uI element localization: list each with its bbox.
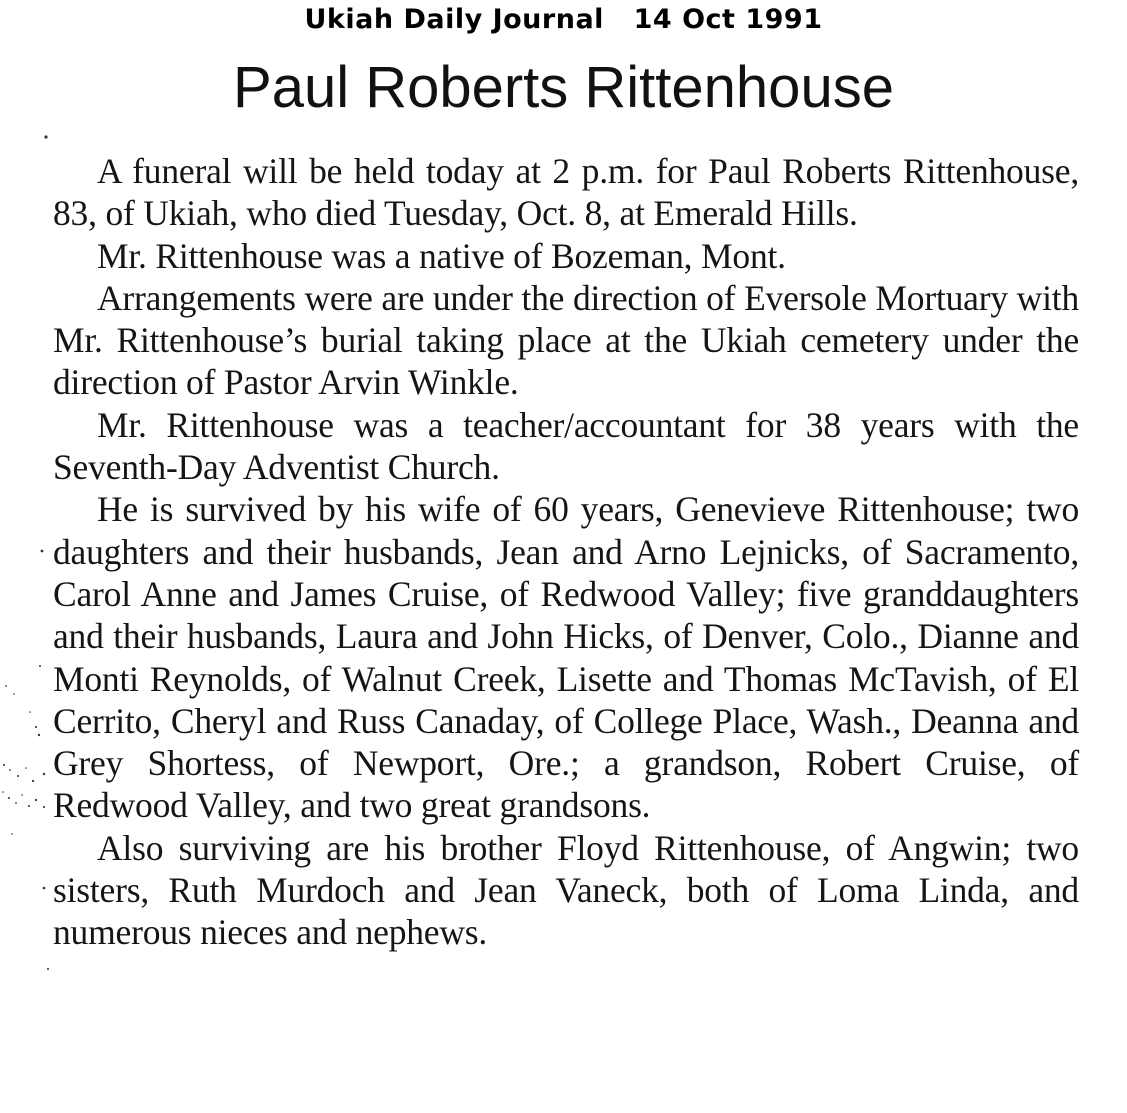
paragraph-native: Mr. Rittenhouse was a native of Bozeman, Mont. xyxy=(97,235,786,276)
source-line xyxy=(0,4,1127,35)
paragraph-funeral: A funeral will be held today at 2 p.m. for Paul Roberts Rittenhouse, 83, of Ukiah, who died Tuesday, Oct. 8, at Emerald Hills. xyxy=(53,151,1079,234)
publication-date: 14 Oct 1991 xyxy=(633,4,823,35)
obituary-body xyxy=(53,150,1079,954)
paragraph-arrangements: Arrangements were are under the direction of Eversole Mortuary with Mr. Rittenhouse’s burial taking place at the Ukiah cemetery under the direction of Pastor Arvin Winkle. xyxy=(53,277,1079,403)
paragraph-career: Mr. Rittenhouse was a teacher/accountant for 38 years with the Seventh-Day Adventist Church. xyxy=(53,404,1079,488)
paragraph-survivors: He is survived by his wife of 60 years, Genevieve Rittenhouse; two daughters and their husbands, Jean and Arno Lejnicks, of Sacramento, Carol Anne and James Cruise, of Redwood Valley; five granddaughters and their husbands, Laura and John Hicks, of Denver, Colo., Dianne and Monti Reynolds, of Walnut Creek, Lisette and Thomas McTavish, of El Cerrito, Cheryl and Russ Canaday, of College Place, Wash., Deanna and Grey Shortess, of Newport, Ore.; a grandson, Robert Cruise, of Redwood Valley, and two great grandsons. xyxy=(53,489,1079,826)
paragraph-also-surviving: Also surviving are his brother Floyd Rittenhouse, of Angwin; two sisters, Ruth Murdoch and Jean Vaneck, both of Loma Linda, and numerous nieces and nephews. xyxy=(53,827,1079,953)
scan-noise-specks xyxy=(0,0,60,1113)
obituary-headline: Paul Roberts Rittenhouse xyxy=(233,55,894,120)
publication-name: Ukiah Daily Journal xyxy=(304,4,604,35)
